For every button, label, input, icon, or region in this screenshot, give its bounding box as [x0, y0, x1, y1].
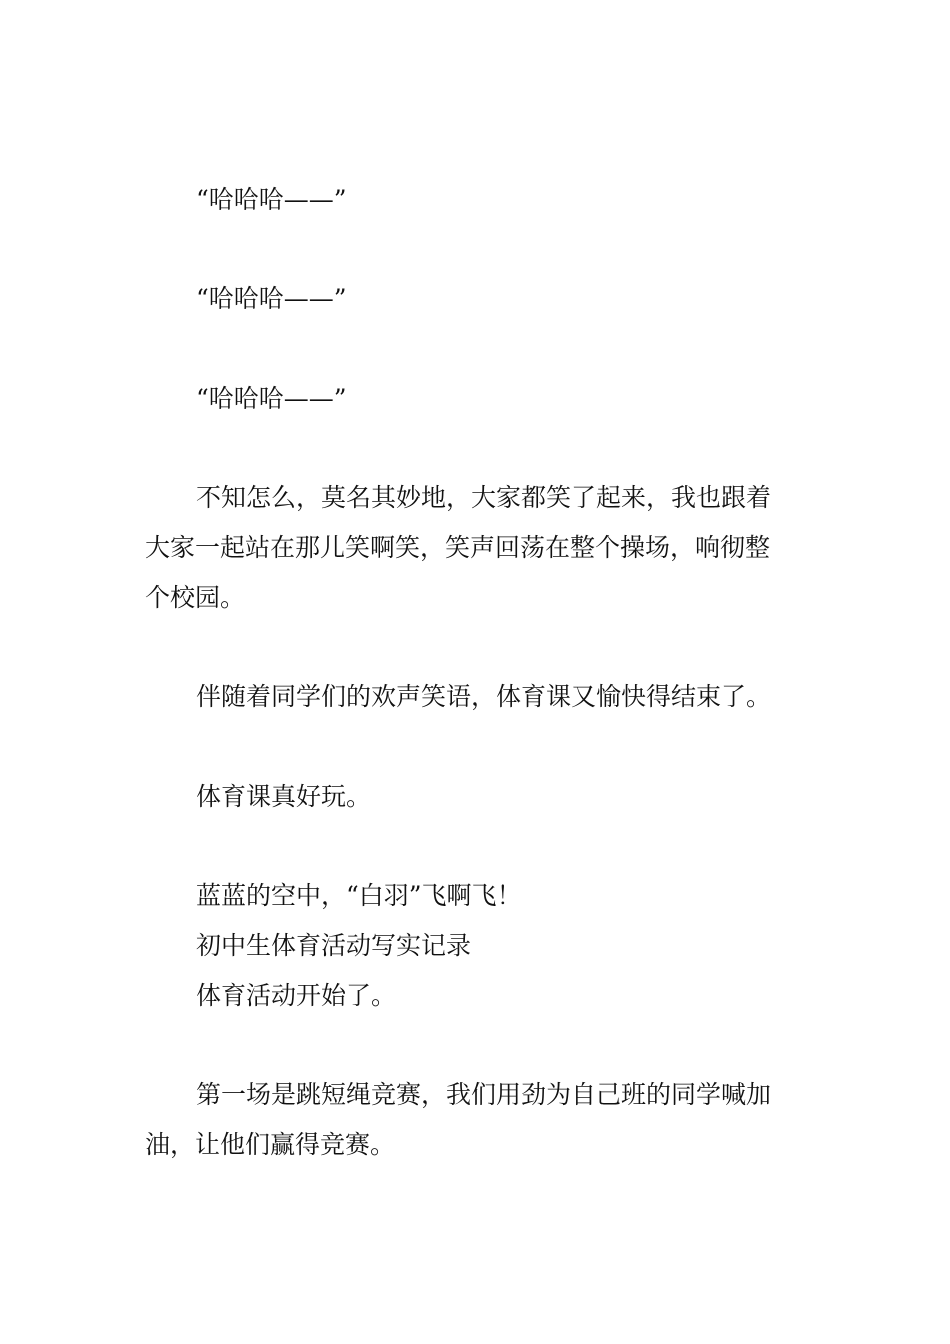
paragraph-pe-fun: 体育课真好玩。: [196, 782, 372, 811]
paragraph-laughter-line-2: 大家一起站在那儿笑啊笑，笑声回荡在整个操场，响彻整: [145, 533, 771, 562]
paragraph-laugh-1: “哈哈哈——”: [196, 185, 347, 214]
paragraph-laughter-line-1: 不知怎么，莫名其妙地，大家都笑了起来，我也跟着: [196, 483, 772, 512]
paragraph-laughter-line-3: 个校园。: [145, 583, 246, 612]
paragraph-class-end: 伴随着同学们的欢声笑语，体育课又愉快得结束了。: [196, 682, 772, 711]
section-title: 初中生体育活动写实记录: [196, 931, 472, 960]
paragraph-rope-line-1: 第一场是跳短绳竞赛，我们用劲为自己班的同学喊加: [196, 1080, 772, 1109]
paragraph-activity-start: 体育活动开始了。: [196, 981, 397, 1010]
paragraph-laugh-2: “哈哈哈——”: [196, 284, 347, 313]
paragraph-shuttlecock: 蓝蓝的空中，“白羽”飞啊飞！: [196, 881, 522, 910]
paragraph-laugh-3: “哈哈哈——”: [196, 384, 347, 413]
paragraph-rope-line-2: 油，让他们赢得竞赛。: [145, 1130, 396, 1159]
